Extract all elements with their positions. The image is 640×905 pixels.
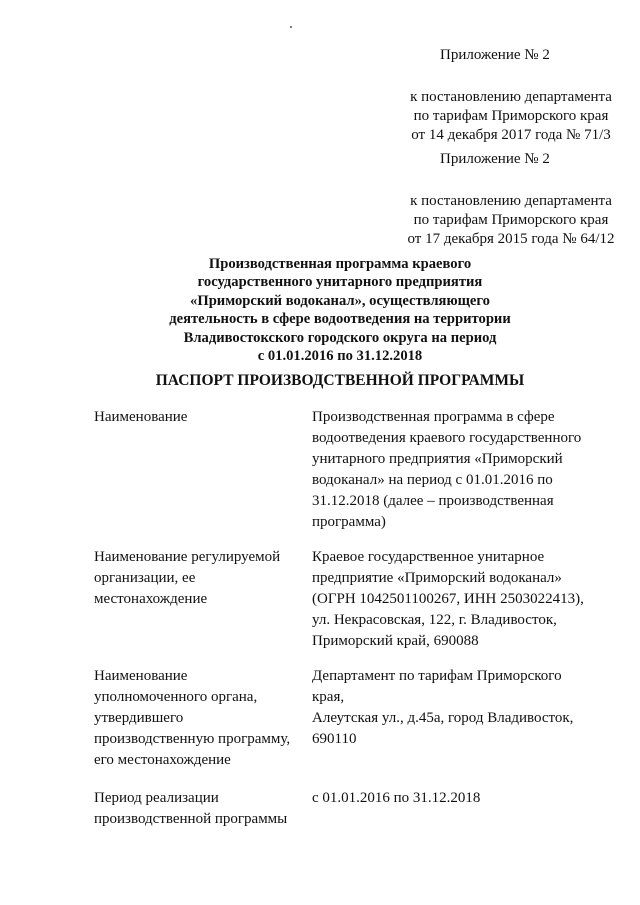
- appendix-line: к постановлению департамента: [410, 89, 612, 105]
- program-title-line: «Приморский водоканал», осуществляющего: [190, 292, 490, 309]
- value-line: Производственная программа в сфере: [312, 409, 555, 425]
- appendix-line: к постановлению департамента: [410, 193, 612, 209]
- appendix-reference: [396, 192, 626, 249]
- value-line: предприятие «Приморский водоканал»: [312, 570, 562, 586]
- label-line: местонахождение: [94, 591, 208, 607]
- appendix-line: по тарифам Приморского края: [413, 108, 609, 124]
- passport-row-label: [94, 666, 304, 771]
- passport-row-value: [312, 666, 602, 750]
- appendix-line: по тарифам Приморского края: [413, 212, 609, 228]
- appendix-block-2015: [396, 150, 626, 249]
- passport-row-value: [312, 788, 602, 809]
- appendix-line: от 17 декабря 2015 года № 64/12: [407, 231, 615, 247]
- program-title: [160, 255, 520, 365]
- passport-row-label: [94, 407, 304, 428]
- program-title-line: деятельность в сфере водоотведения на территории: [169, 311, 511, 328]
- program-title-line: с 01.01.2016 по 31.12.2018: [257, 348, 423, 365]
- value-line: (ОГРН 1042501100267, ИНН 2503022413),: [312, 591, 584, 607]
- value-line: Приморский край, 690088: [312, 633, 479, 649]
- label-line: производственную программу,: [94, 731, 291, 747]
- value-line: Краевое государственное унитарное: [312, 549, 545, 565]
- passport-row-label: [94, 547, 304, 610]
- program-title-line: государственного унитарного предприятия: [197, 274, 483, 291]
- appendix-title: Приложение № 2: [440, 47, 550, 63]
- value-line: 31.12.2018 (далее – производственная: [312, 493, 554, 509]
- label-line: производственной программы: [94, 811, 288, 827]
- value-line: ул. Некрасовская, 122, г. Владивосток,: [312, 612, 557, 628]
- value-line: 690110: [312, 731, 357, 747]
- value-line: унитарного предприятия «Приморский: [312, 451, 563, 467]
- label-line: Наименование: [94, 409, 188, 425]
- program-title-line: Производственная программа краевого: [208, 256, 472, 272]
- label-line: Наименование: [94, 668, 188, 684]
- label-line: утвердившего: [94, 710, 184, 726]
- value-line: водоканал» на период с 01.01.2016 по: [312, 472, 553, 488]
- appendix-reference: [396, 88, 626, 145]
- passport-row-value: [312, 407, 602, 533]
- label-line: его местонахождение: [94, 752, 231, 768]
- value-line: с 01.01.2016 по 31.12.2018: [312, 790, 481, 806]
- value-line: Департамент по тарифам Приморского: [312, 668, 562, 684]
- passport-heading: ПАСПОРТ ПРОИЗВОДСТВЕННОЙ ПРОГРАММЫ: [155, 372, 525, 389]
- appendix-block-2017: [396, 46, 626, 145]
- program-title-line: Владивостокского городского округа на период: [183, 329, 497, 346]
- passport-row-label: [94, 788, 304, 830]
- label-line: Период реализации: [94, 790, 219, 806]
- value-line: Алеутская ул., д.45а, город Владивосток,: [312, 710, 574, 726]
- scan-speck: [290, 26, 292, 28]
- value-line: водоотведения краевого государственного: [312, 430, 582, 446]
- label-line: Наименование регулируемой: [94, 549, 281, 565]
- label-line: уполномоченного органа,: [94, 689, 258, 705]
- value-line: края,: [312, 689, 345, 705]
- label-line: организации, ее: [94, 570, 196, 586]
- appendix-line: от 14 декабря 2017 года № 71/3: [411, 127, 611, 143]
- appendix-title: Приложение № 2: [440, 151, 550, 167]
- passport-row-value: [312, 547, 602, 652]
- value-line: программа): [312, 514, 386, 530]
